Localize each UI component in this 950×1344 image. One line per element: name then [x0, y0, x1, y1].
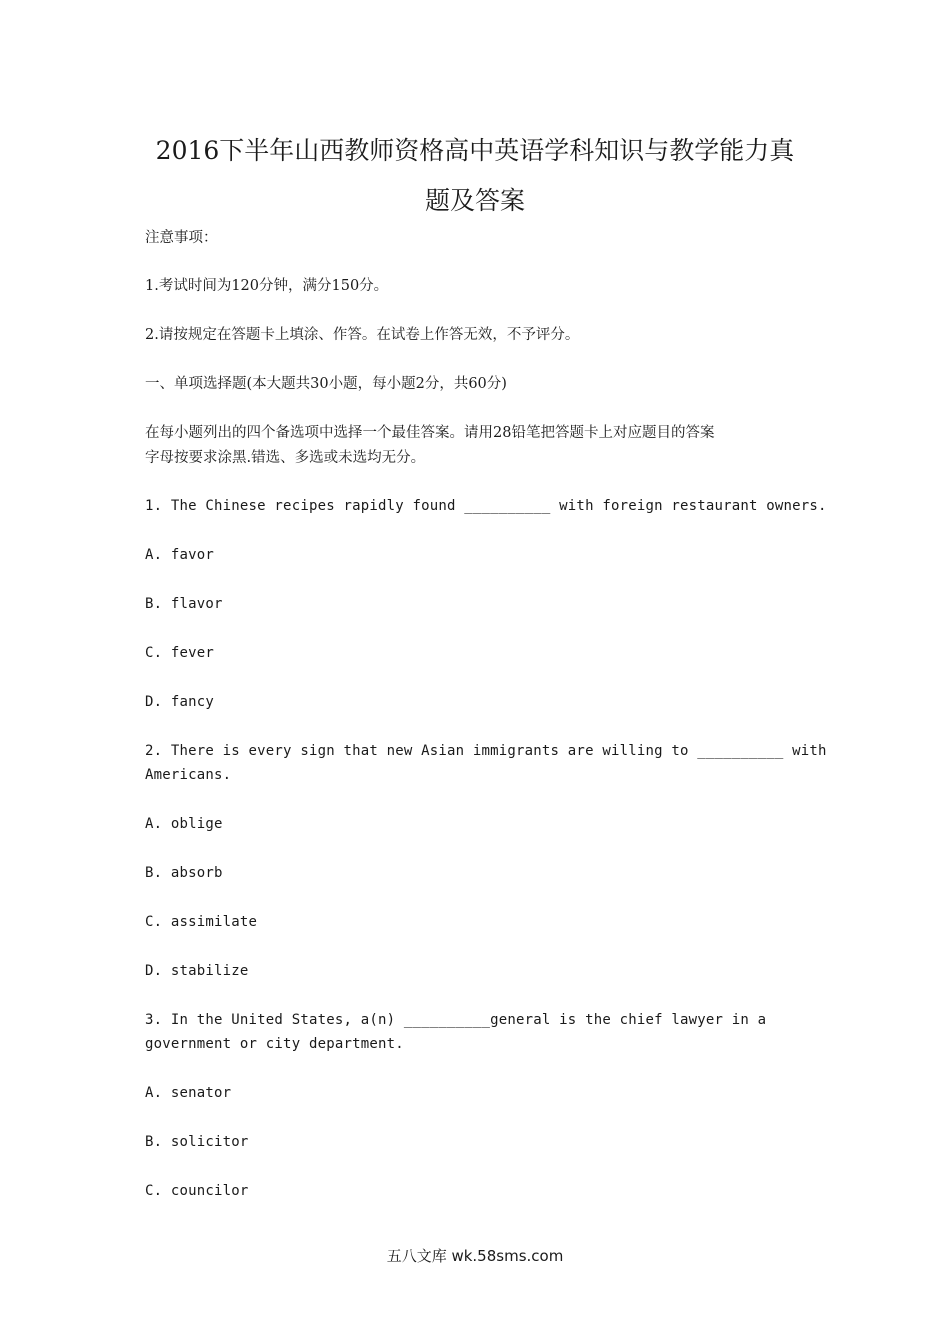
document-title-line-2: 题及答案: [424, 186, 525, 215]
section-instruction-line-1: 在每小题列出的四个备选项中选择一个最佳答案。请用28铅笔把答题卡上对应题目的答案: [145, 425, 715, 441]
question-1-stem: 1. The Chinese recipes rapidly found __________ with foreign restaurant owners.: [145, 498, 827, 514]
document-title-line-1: 2016下半年山西教师资格高中英语学科知识与教学能力真: [155, 136, 795, 165]
question-2-option-a: A. oblige: [145, 816, 223, 832]
section-instruction-line-2: 字母按要求涂黑.错选、多选或未选均无分。: [145, 450, 426, 466]
question-1-option-a: A. favor: [145, 547, 215, 563]
question-3-option-b: B. solicitor: [145, 1134, 249, 1150]
question-2-stem-line-1: 2. There is every sign that new Asian immigrants are willing to __________ with: [145, 743, 827, 759]
question-2-option-d: D. stabilize: [145, 963, 249, 979]
question-2-option-b: B. absorb: [145, 865, 223, 881]
notice-item-1: 1.考试时间为120分钟，满分150分。: [145, 278, 389, 294]
question-1-option-b: B. flavor: [145, 596, 223, 612]
notice-heading: 注意事项：: [145, 230, 218, 246]
question-1-option-d: D. fancy: [145, 694, 215, 710]
page-footer: 五八文库 wk.58sms.com: [386, 1247, 564, 1265]
notice-item-2: 2.请按规定在答题卡上填涂、作答。在试卷上作答无效，不予评分。: [145, 327, 580, 343]
question-2-stem-line-2: Americans.: [145, 767, 232, 783]
section-heading: 一、单项选择题(本大题共30小题，每小题2分，共60分): [145, 376, 507, 392]
question-3-option-a: A. senator: [145, 1085, 232, 1101]
question-3-option-c: C. councilor: [145, 1183, 249, 1199]
question-2-option-c: C. assimilate: [145, 914, 258, 930]
question-3-stem-line-1: 3. In the United States, a(n) __________general is the chief lawyer in a: [145, 1012, 767, 1028]
question-3-stem-line-2: government or city department.: [145, 1036, 404, 1052]
question-1-option-c: C. fever: [145, 645, 215, 661]
